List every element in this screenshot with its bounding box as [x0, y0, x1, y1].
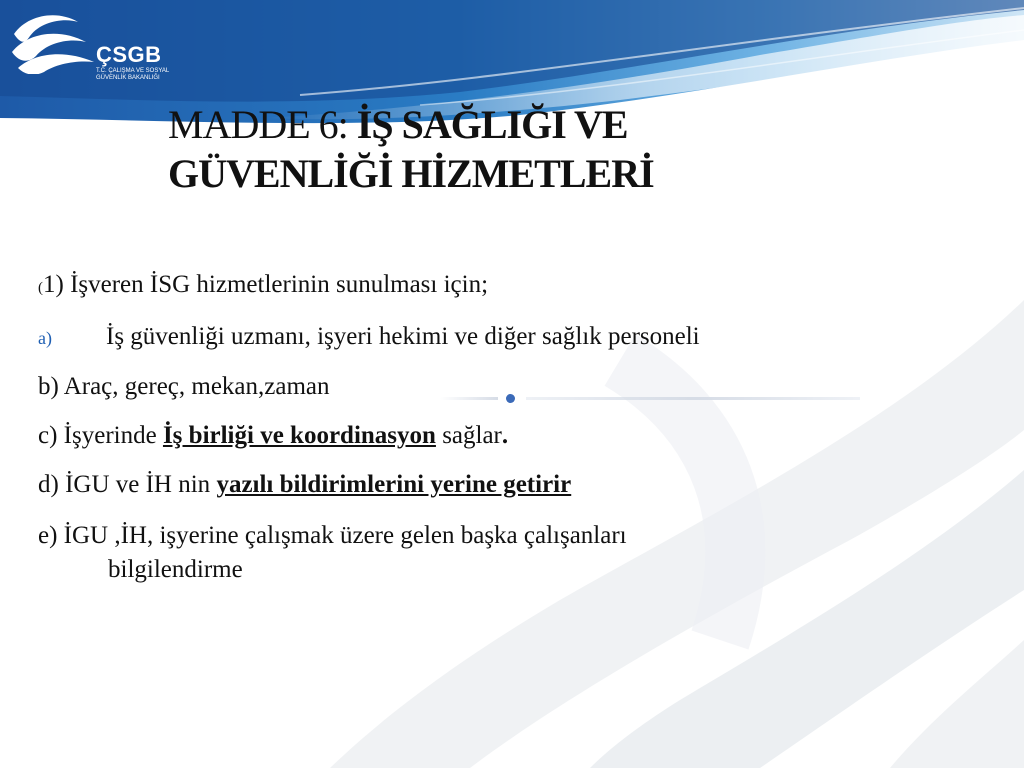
- item-e-line1: e) İGU ,İH, işyerine çalışmak üzere gelen başka çalışanları: [38, 522, 627, 549]
- logo-name: ÇSGB: [96, 42, 162, 67]
- list-item-intro: [38, 270, 998, 303]
- intro-paren: (: [38, 280, 43, 296]
- item-c-suffix: sağlar: [435, 422, 502, 449]
- list-item-a: [38, 322, 998, 353]
- csgb-swirl-icon: [8, 12, 100, 74]
- list-item-e: [38, 519, 998, 587]
- item-e-line2: bilgilendirme: [108, 556, 243, 583]
- slide-title: [168, 100, 928, 198]
- title-prefix: MADDE 6:: [168, 102, 357, 147]
- item-c-prefix: c) İşyerinde: [38, 422, 163, 449]
- title-bold-line2: GÜVENLİĞİ HİZMETLERİ: [168, 151, 654, 196]
- item-c-end: .: [501, 422, 509, 449]
- list-item-d: [38, 470, 998, 500]
- list-item-b: [38, 372, 998, 402]
- item-b-text: b) Araç, gereç, mekan,zaman: [38, 373, 330, 400]
- slide-body: [38, 270, 998, 606]
- item-c-emphasis: İş birliği ve koordinasyon: [162, 422, 436, 449]
- csgb-logo: [8, 12, 198, 92]
- title-bold-line1: İŞ SAĞLIĞI VE: [356, 102, 628, 147]
- logo-subtitle: T.C. ÇALIŞMA VE SOSYAL GÜVENLİK BAKANLIĞI: [96, 68, 170, 81]
- item-d-emphasis: yazılı bildirimlerini yerine getirir: [216, 471, 572, 498]
- item-a-text: İş güvenliği uzmanı, işyeri hekimi ve diğer sağlık personeli: [106, 323, 700, 350]
- intro-text: 1) İşveren İSG hizmetlerinin sunulması için;: [43, 271, 489, 298]
- item-a-marker: a): [38, 328, 52, 348]
- list-item-c: [38, 421, 998, 451]
- item-d-prefix: d) İGU ve İH nin: [38, 471, 217, 498]
